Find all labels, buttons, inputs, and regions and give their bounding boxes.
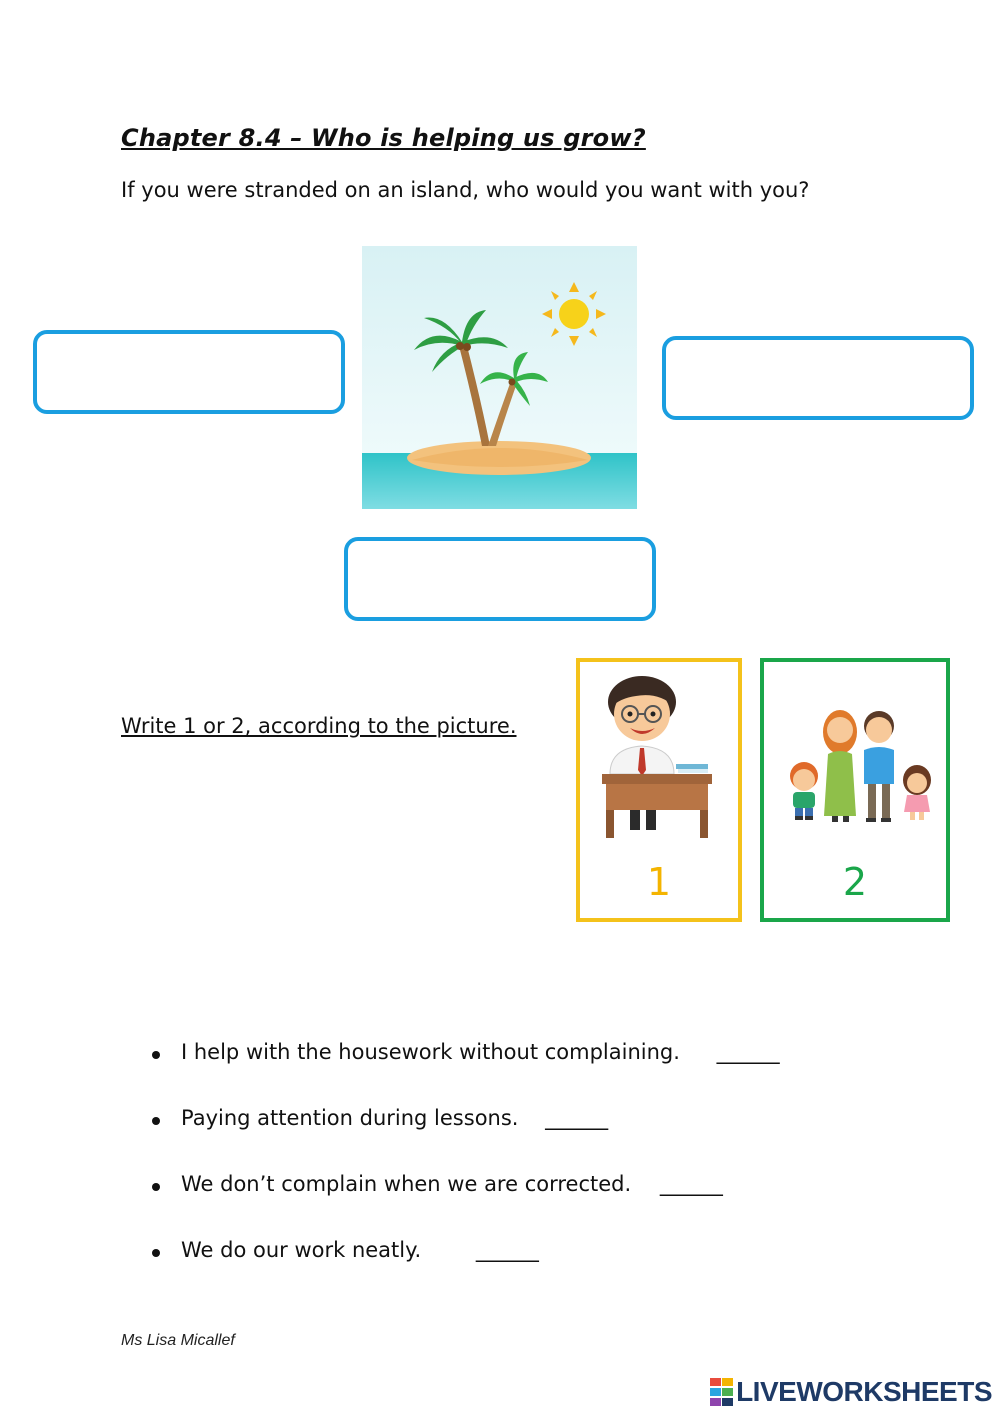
answer-blank[interactable]: ______ xyxy=(716,1040,780,1064)
statement-text: We don’t complain when we are corrected. xyxy=(181,1172,632,1196)
answer-box-bottom[interactable] xyxy=(344,537,656,621)
answer-blank[interactable]: ______ xyxy=(545,1106,609,1130)
list-item xyxy=(150,1238,780,1304)
page-title: Chapter 8.4 – Who is helping us grow? xyxy=(121,124,646,152)
card-school xyxy=(576,658,742,922)
statement-text: Paying attention during lessons. xyxy=(181,1106,519,1130)
statement-text: I help with the housework without complaining. xyxy=(181,1040,680,1064)
brand-name: LIVEWORKSHEETS xyxy=(736,1376,992,1407)
answer-box-right[interactable] xyxy=(662,336,974,420)
bullet-icon xyxy=(152,1249,160,1257)
liveworksheets-logo[interactable] xyxy=(710,1376,992,1408)
statement-text: We do our work neatly. xyxy=(181,1238,422,1262)
card-number-1: 1 xyxy=(646,860,672,904)
family-icon xyxy=(764,662,946,842)
sun-icon xyxy=(542,282,606,346)
card-family xyxy=(760,658,950,922)
answer-blank[interactable]: ______ xyxy=(659,1172,723,1196)
answer-box-left[interactable] xyxy=(33,330,345,414)
liveworksheets-logo-icon xyxy=(710,1378,734,1406)
desert-island-icon xyxy=(362,246,637,509)
list-item xyxy=(150,1172,780,1238)
bullet-icon xyxy=(152,1117,160,1125)
student-at-desk-icon xyxy=(580,662,738,842)
list-item xyxy=(150,1106,780,1172)
bullet-icon xyxy=(152,1051,160,1059)
sorting-instruction: Write 1 or 2, according to the picture. xyxy=(121,714,517,738)
card-number-2: 2 xyxy=(842,860,868,904)
answer-blank[interactable]: ______ xyxy=(475,1238,539,1262)
island-question: If you were stranded on an island, who would you want with you? xyxy=(121,178,810,202)
list-item xyxy=(150,1040,780,1106)
author-name: Ms Lisa Micallef xyxy=(121,1332,235,1349)
statement-list xyxy=(150,1040,780,1304)
bullet-icon xyxy=(152,1183,160,1191)
